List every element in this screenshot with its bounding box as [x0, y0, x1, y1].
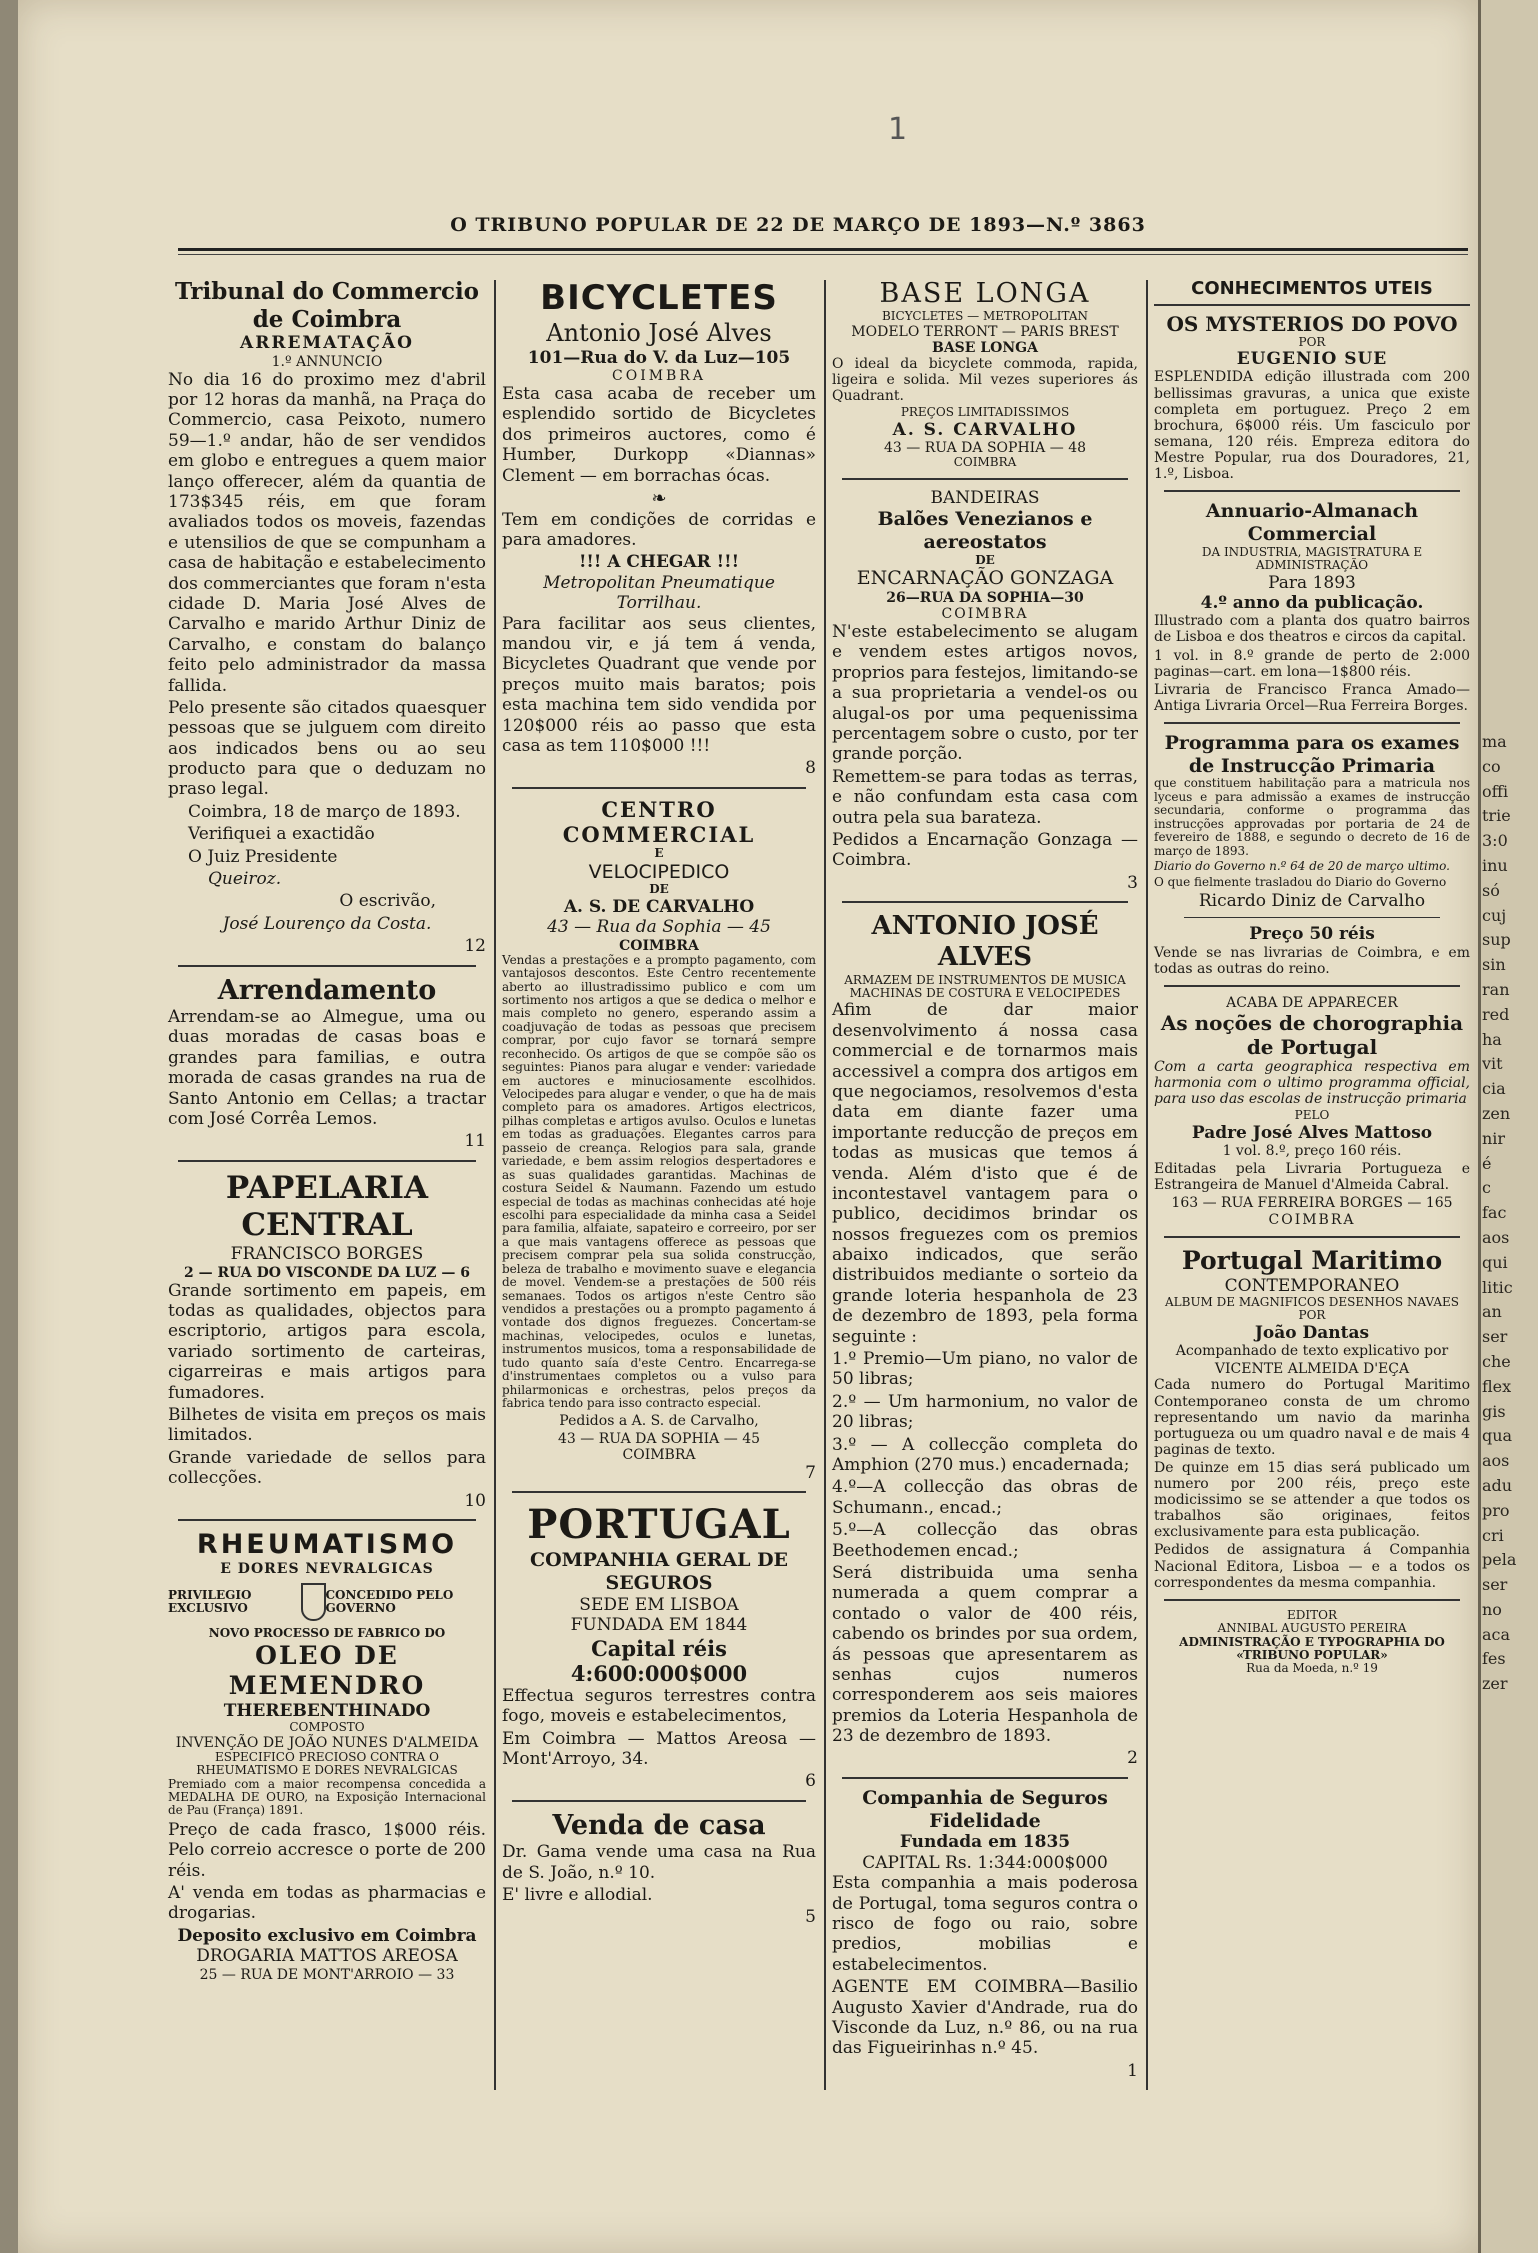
tribunal-judge: O Juiz Presidente [188, 846, 338, 867]
encarnacao-body-2: Remettem-se para todas as terras, e não confundam esta casa com outra pela sua barateza. [832, 766, 1138, 828]
next-page-fragment: cri [1482, 1525, 1504, 1545]
pencil-mark: 1 [888, 112, 908, 147]
aja-body: Afim de dar maior desenvolvimento á nossa casa commercial e de tornarmos mais accessivel a compra dos artigos em que negociamos, resolvemos d'esta data em diante fazer uma importante reducção de preços em todas as musicas que temos á venda. Além d'isto que é de incontestavel vantagem para o publico, decidimos brindar os nossos freguezes com os premios abaixo indicados, que serão distribuidos mediante o sorteio da grande loteria hespanhola de 23 de dezembro de 1893, pela forma seguinte : [832, 1000, 1138, 1347]
baloes-title: Balões Venezianos e aereostatos [877, 508, 1093, 553]
next-page-fragment: pro [1482, 1500, 1510, 1520]
centro-body: Vendas a prestações e a prompto pagamento, com vantajosos descontos. Este Centro recentemente aberto ao illustradissimo publico e com um sortimento nos artigos a que se dedica o melhor e mais completo no genero, esperando assim a coadjuvação de todas as pessoas que precisem comprar, por cujo favor se tornará sempre reconhecido. Os artigos de que se compõe são os seguintes: Pianos para alugar e vender: variedade em auctores e minuciosamente escolhidos. Velocipedes para alugar e vender, o que ha de mais completo para os amadores. Artigos electricos, pilhas completas e artigos avulso. Oculos e lunetas em todas as graduações. Elegantes carros para passeio de creança. Relogios para sala, grande variedade, e bem assim relogios despertadores e as suas qualidades garantidas. Machinas de costura Seidel & Naumann. Fazendo um estudo especial de todas as machinas conhecidas até hoje escolhi para especialidade da minha casa a Seidel para familia, alfaiate, sapateiro e correeiro, por ser a que mais vantagens offerece as pessoas que precisem comprar pela sua solida construcção, beleza de trabalho e movimento suave e elegancia de movel. Vendem-se a prestações de 500 réis semanaes. Todos os artigos n'este Centro são vendidos a prestações ou a prompto pagamento á vontade dos dignos freguezes. Concertam-se machinas, velocipedes, oculos e lunetas, instrumentos musicos, toma a responsabilidade de tudo quanto saía d'este Centro. Encarrega-se d'instrumentaes completos ou a vulso para philarmonicas e orchestras, pelos preços da fabrica tendo para isso contracto especial. [502, 952, 816, 1411]
annuario-body: Illustrado com a planta dos quatro bairros de Lisboa e dos theatros e circos da capital. [1154, 613, 1470, 646]
portugal-agent: Em Coimbra — Mattos Areosa — Mont'Arroyo, 34. [502, 1728, 816, 1770]
portugal-subtitle: COMPANHIA GERAL DE SEGUROS [529, 1549, 789, 1594]
pm-body-3: Pedidos de assignatura á Companhia Nacional Editora, Lisboa — e a todos os correspondentes da mesma companhia. [1154, 1542, 1470, 1591]
nocoes-address: 163 — RUA FERREIRA BORGES — 165 [1171, 1195, 1453, 1212]
aja-subtitle: ARMAZEM DE INSTRUMENTOS DE MUSICA MACHINAS DE COSTURA E VELOCIPEDES [844, 972, 1126, 1000]
centro-contact: Pedidos a A. S. de Carvalho, [559, 1412, 759, 1429]
tribunal-city: de Coimbra [252, 305, 402, 333]
next-page-fragment: ser [1482, 1575, 1508, 1595]
next-page-fragment: litic [1482, 1277, 1513, 1297]
next-page-fragment: zer [1482, 1674, 1508, 1694]
privilegio-left: PRIVILEGIO EXCLUSIVO [168, 1587, 252, 1616]
tribunal-verified: Verifiquei a exactidão [188, 824, 375, 845]
next-page-fragment: aos [1482, 1451, 1510, 1471]
centro-de: DE [649, 882, 669, 897]
next-page-fragment: pela [1482, 1550, 1517, 1570]
ad-number: 8 [805, 758, 816, 779]
bicycletes-owner: Antonio José Alves [546, 318, 772, 347]
nocoes-vol: 1 vol. 8.º, preço 160 réis. [1222, 1143, 1402, 1160]
tribunal-clerk-name: José Lourenço da Costa. [222, 913, 432, 934]
composto: COMPOSTO [289, 1720, 365, 1735]
sue-body: ESPLENDIDA edição illustrada com 200 bellissimas gravuras, a unica que existe completa em portuguez. Preço 2 em brochura, 6$000 réis. Um fasciculo por semana, 120 réis. Empreza editora do Mestre Popular, rua dos Douradores, 21, 1.º, Lisboa. [1154, 369, 1470, 482]
editor-label: EDITOR [1287, 1607, 1337, 1622]
bicycletes-title: BICYCLETES [540, 278, 778, 318]
tribunal-title: Tribunal do Commercio [174, 278, 480, 305]
tribunal-body: No dia 16 do proximo mez d'abril por 12 horas da manhã, na Praça do Commercio, casa Peixoto, numero 59—1.º andar, hão de ser vendidos em globo e entregues a quem maior lanço offerecer, além da quantia de 173$345 réis, em que foram avaliados todos os moveis, fazendas e utensilios de que se compunham a casa de habitação e estabelecimento dos commerciantes que foram n'esta cidade D. Maria José Alves de Carvalho e marido Arthur Diniz de Carvalho, e constam do balanço feito pelo administrador da massa fallida. [168, 369, 486, 696]
base-longa-body: O ideal da bicyclete commoda, rapida, ligeira e solida. Mil vezes superiores ás Quadrant. [832, 356, 1138, 405]
next-page-fragments [1482, 730, 1538, 1697]
pm-body: Cada numero do Portugal Maritimo Contemporaneo consta de um chromo representando um navio da marinha portugueza ou um quadro naval e de mais 4 paginas de texto. [1154, 1377, 1470, 1458]
portugal-fundada: FUNDADA EM 1844 [570, 1615, 748, 1636]
next-page-fragment: ran [1482, 979, 1510, 999]
ad-number: 1 [1127, 2060, 1138, 2081]
privilegio-row [168, 1583, 486, 1621]
ad-number: 3 [1127, 872, 1138, 893]
oleo-preco: Preço de cada frasco, 1$000 réis. Pelo correio accresce o porte de 200 réis. [168, 1819, 486, 1881]
next-page-fragment: ser [1482, 1327, 1508, 1347]
next-page-fragment: co [1482, 756, 1501, 776]
padre: Padre José Alves Mattoso [1191, 1122, 1433, 1143]
next-page-fragment: fac [1482, 1203, 1507, 1223]
tribunal-body-2: Pelo presente são citados quaesquer pessoas que se julguem com direito aos indicados bens ou ao seu producto para que o deduzam no praso legal. [168, 697, 486, 800]
venda-body: Dr. Gama vende uma casa na Rua de S. João, n.º 10. [502, 1842, 816, 1883]
fidelidade-body: Esta companhia a mais poderosa de Portugal, toma seguros contra o risco de fogo ou raio, sobre predios, mobilias e estabelecimentos. [832, 1873, 1138, 1975]
modelo: MODELO TERRONT — PARIS BREST [851, 323, 1119, 340]
aja-prize-1: 1.º Premio—Um piano, no valor de 50 libras; [832, 1349, 1138, 1390]
encarnacao-city: COIMBRA [941, 605, 1029, 622]
next-page-fragment: aos [1482, 1227, 1510, 1247]
arrendamento-body: Arrendam-se ao Almegue, uma ou duas moradas de casas boas e grandes para familias, e outra morada de casas grandes na rua de Santo Antonio em Cellas; a tractar com José Corrêa Lemos. [168, 1007, 486, 1129]
column-rule-2 [824, 280, 826, 2090]
base-longa-title: BASE LONGA [879, 278, 1091, 309]
tribunal-judge-name: Queiroz. [208, 869, 282, 890]
ad-number: 5 [805, 1907, 816, 1928]
next-page-fragment: red [1482, 1004, 1510, 1024]
premiado: Premiado com a maior recompensa concedida a MEDALHA DE OURO, na Exposição Internacional de Pau (França) 1891. [168, 1776, 486, 1818]
column-1 [168, 278, 486, 1983]
masthead-rule-thin [178, 254, 1468, 255]
fidelidade-fundada: Fundada em 1835 [899, 1832, 1071, 1853]
pm-title: Portugal Maritimo [1181, 1245, 1443, 1275]
portugal-title: PORTUGAL [527, 1501, 791, 1549]
aja-prize-3: 3.º — A collecção completa do Amphion (270 mus.) encadernada; [832, 1434, 1138, 1475]
oleo-title: OLEO DE MEMENDRO [228, 1640, 426, 1700]
acaba: ACABA DE APPARECER [1226, 994, 1398, 1011]
next-page-fragment: offi [1482, 781, 1509, 801]
bicycletes-address: 101—Rua do V. da Luz—105 [527, 347, 791, 368]
portugal-sede: SEDE EM LISBOA [579, 1594, 739, 1615]
programma-body-2: O que fielmente trasladou do Diario do Governo [1154, 874, 1447, 889]
ornament-icon: ❧ [651, 488, 667, 510]
masthead: O TRIBUNO POPULAR DE 22 DE MARÇO DE 1893—N.º 3863 [450, 214, 1146, 236]
aja-title: ANTONIO JOSÉ ALVES [871, 911, 1099, 973]
centro-address: 43 — Rua da Sophia — 45 [547, 917, 771, 938]
coimbra: COIMBRA [953, 455, 1017, 470]
column-4 [1154, 278, 1470, 1676]
ad-number: 11 [464, 1131, 486, 1152]
carvalho: A. S. CARVALHO [892, 419, 1078, 440]
next-page-fragment: qui [1482, 1252, 1508, 1272]
therebenthinado: THEREBENTHINADO [223, 1700, 431, 1721]
baloes-de: DE [975, 552, 995, 567]
next-page-fragment: ha [1482, 1029, 1502, 1049]
next-page-fragment: no [1482, 1599, 1502, 1619]
next-page-fragment: fes [1482, 1649, 1506, 1669]
next-page-fragment: adu [1482, 1475, 1513, 1495]
drogaria-address: 25 — RUA DE MONT'ARROIO — 33 [199, 1966, 455, 1983]
programma-body: que constituem habilitação para a matricula nos lyceus e para admissão a exames de instrucção secundaria, conforme o programma das instrucções approvadas por portaria de 24 de fevereiro de 1888, e segundo o decreto de 16 de março de 1893. [1154, 776, 1470, 858]
programma-title: Programma para os exames de Instrucção Primaria [1164, 731, 1460, 777]
centro-e: E [654, 846, 664, 861]
privilegio-right: CONCEDIDO PELO GOVERNO [325, 1587, 454, 1616]
aja-prize-2: 2.º — Um harmonium, no valor de 20 libras; [832, 1391, 1138, 1433]
deposito: Deposito exclusivo em Coimbra [177, 1925, 477, 1946]
bicycletes-body: Esta casa acaba de receber um esplendido sortido de Bicycletes dos primeiros auctores, como é Humber, Durkopp «Diannas» Clement — em borrachas ócas. [502, 384, 816, 486]
tribunal-date: Coimbra, 18 de março de 1893. [188, 801, 461, 822]
royal-arms-icon [301, 1583, 326, 1621]
next-page-fragment: inu [1482, 855, 1508, 875]
column-2 [502, 278, 816, 1930]
aja-prize-5: 5.º—A collecção das obras Beethodemen encad.; [832, 1520, 1138, 1561]
papelaria-body: Grande sortimento em papeis, em todas as qualidades, objectos para escriptorio, artigos para escola, variado sortimento de carteiras, cigarreiras e mais artigos para fumadores. [168, 1280, 486, 1403]
centro-title: CENTRO COMMERCIAL [562, 796, 756, 847]
nocoes-pelo: PELO [1294, 1108, 1330, 1123]
bicycletes-body-3: Para facilitar aos seus clientes, mandou vir, e já tem á venda, Bicycletes Quadrant que vende por preços muito mais baratos; pois esta machina tem sido vendida por 120$000 réis ao passo que esta casa as tem 110$000 !!! [502, 613, 816, 756]
bandeiras: BANDEIRAS [930, 487, 1040, 508]
next-page-fragment: flex [1482, 1376, 1512, 1396]
centro-city-2: COIMBRA [622, 1446, 696, 1463]
next-page-fragment: c [1482, 1178, 1491, 1198]
next-page-fragment: 3:0 [1482, 831, 1508, 851]
ad-number: 2 [1127, 1748, 1138, 1769]
portugal-capital: Capital réis 4:600:000$000 [570, 1635, 748, 1686]
next-page-fragment: sin [1482, 955, 1506, 975]
admin: ADMINISTRAÇÃO E TYPOGRAPHIA DO «TRIBUNO POPULAR» [1179, 1634, 1445, 1662]
especifico: ESPECIFICO PRECIOSO CONTRA O RHEUMATISMO E DORES NEVRALGICAS [196, 1749, 458, 1778]
bicy-metropolitan: BICYCLETES — METROPOLITAN [881, 309, 1089, 324]
nocoes-city: COIMBRA [1268, 1211, 1356, 1228]
next-page-fragment: vit [1482, 1054, 1503, 1074]
column-rule-3 [1146, 280, 1148, 2090]
drogaria: DROGARIA MATTOS AREOSA [196, 1946, 458, 1967]
rheumatismo-subtitle: E DORES NEVRALGICAS [220, 1561, 434, 1578]
chegar: !!! A CHEGAR !!! [578, 552, 740, 573]
papelaria-body-3: Grande variedade de sellos para collecções. [168, 1447, 486, 1489]
encarnacao-body: N'este estabelecimento se alugam e vendem estes artigos novos, proprios para festejos, limitando-se a sua proprietaria a vendel-os ou alugal-os por uma pequenissima percentagem sobre o custo, por ter grande porção. [832, 622, 1138, 765]
annuario-industria: DA INDUSTRIA, MAGISTRATURA E ADMINISTRAÇÃO [1201, 544, 1423, 573]
fidelidade-agent: AGENTE EM COIMBRA—Basilio Augusto Xavier d'Andrade, rua do Visconde da Luz, n.º 86, ou na rua das Figueirinhas n.º 45. [832, 1977, 1138, 2059]
nocoes-title: As noções de chorographia de Portugal [1160, 1011, 1464, 1060]
annuario-anno: 4.º anno da publicação. [1200, 592, 1424, 613]
column-3 [832, 278, 1138, 2083]
venda-body-2: E' livre e allodial. [502, 1885, 653, 1906]
encarnacao-name: ENCARNAÇÃO GONZAGA [856, 567, 1114, 590]
ricardo: Ricardo Diniz de Carvalho [1198, 890, 1426, 911]
next-page-fragment: ma [1482, 732, 1507, 751]
conhecimentos-title: CONHECIMENTOS UTEIS [1154, 278, 1470, 306]
next-page-fragment: qua [1482, 1426, 1513, 1446]
aja-prize-4: 4.º—A collecção das obras de Schumann., encad.; [832, 1477, 1138, 1518]
ad-number: 6 [805, 1771, 816, 1792]
arrendamento-title: Arrendamento [217, 974, 437, 1006]
aja-body-2: Será distribuida uma senha numerada a quem comprar a contado o valor de 400 réis, cabendo os brindes por sua ordem, ás pessoas que apresentarem as senhas cujos numeros corresponderem aos seis maiores premios da Loteria Hespanhola de 23 de dezembro de 1893. [832, 1562, 1138, 1747]
next-page-fragment: cuj [1482, 905, 1507, 925]
vicente: VICENTE ALMEIDA D'EÇA [1214, 1361, 1410, 1378]
portugal-body: Effectua seguros terrestres contra fogo, moveis e estabelecimentos, [502, 1685, 816, 1727]
newspaper-page [18, 0, 1478, 2253]
next-page-fragment: zen [1482, 1103, 1511, 1123]
encarnacao-address: 26—RUA DA SOPHIA—30 [886, 589, 1084, 606]
pm-acomp: Acompanhado de texto explicativo por [1175, 1343, 1449, 1360]
invencao: INVENÇÃO DE JOÃO NUNES D'ALMEIDA [175, 1734, 479, 1751]
mysterios-por: POR [1298, 334, 1326, 349]
papelaria-address: 2 — RUA DO VISCONDE DA LUZ — 6 [183, 1264, 471, 1281]
ad-number: 10 [464, 1490, 486, 1511]
editadas: Editadas pela Livraria Portugueza e Estrangeira de Manuel d'Almeida Cabral. [1154, 1161, 1470, 1194]
programma-diario: Diario do Governo n.º 64 de 20 de março ultimo. [1154, 859, 1450, 874]
annuncio-label: 1.º ANNUNCIO [271, 353, 383, 370]
dantas: João Dantas [1254, 1322, 1370, 1343]
bicycletes-city: COIMBRA [612, 367, 706, 384]
next-page-fragment: an [1482, 1302, 1502, 1322]
novo-processo: NOVO PROCESSO DE FABRICO DO [208, 1626, 446, 1641]
editor-name: ANNIBAL AUGUSTO PEREIRA [1217, 1621, 1407, 1636]
programma-preco-body: Vende se nas livrarias de Coimbra, e em todas as outras do reino. [1154, 944, 1470, 977]
annuario-body-2: 1 vol. in 8.º grande de perto de 2:000 paginas—cart. em lona—1$800 réis. [1154, 647, 1470, 680]
fidelidade-title: Companhia de Seguros Fidelidade [862, 1786, 1108, 1832]
next-page-fragment: aca [1482, 1624, 1511, 1644]
encarnacao-body-3: Pedidos a Encarnação Gonzaga — Coimbra. [832, 829, 1138, 871]
masthead-rule [178, 248, 1468, 251]
pm-body-2: De quinze em 15 dias será publicado um numero por 200 réis, preço este modicissimo se se attender a que todos os trabalhos são originaes, feitos exclusivamente para esta publicação. [1154, 1459, 1470, 1541]
next-page-fragment: é [1482, 1153, 1492, 1173]
fidelidade-capital: CAPITAL Rs. 1:344:000$000 [862, 1852, 1108, 1873]
papelaria-owner: FRANCISCO BORGES [230, 1244, 424, 1265]
programma-preco: Preço 50 réis [1249, 924, 1375, 945]
bicycletes-body-2: Tem em condições de corridas e para amadores. [502, 509, 816, 551]
column-rule-1 [494, 280, 496, 2090]
annuario-body-3: Livraria de Francisco Franca Amado—Antiga Livraria Orcel—Rua Ferreira Borges. [1154, 681, 1470, 714]
precos: PREÇOS LIMITADISSIMOS [900, 405, 1070, 420]
next-page-fragment: che [1482, 1351, 1511, 1371]
moeda: Rua da Moeda, n.º 19 [1246, 1661, 1378, 1676]
next-page-fragment: sup [1482, 930, 1511, 950]
pm-subtitle: CONTEMPORANEO [1224, 1275, 1400, 1296]
next-page-fragment: cia [1482, 1079, 1506, 1099]
annuario-para: Para 1893 [1268, 572, 1356, 593]
venda-title: Venda de casa [552, 1809, 766, 1841]
ad-number: 7 [805, 1462, 816, 1483]
next-page-fragment: gis [1482, 1401, 1506, 1421]
next-page-fragment: só [1482, 880, 1500, 900]
next-page-fragment: trie [1482, 806, 1511, 826]
metropolitan: Metropolitan Pneumatique Torrilhau. [543, 572, 775, 614]
base-longa-2: BASE LONGA [931, 339, 1038, 356]
papelaria-title: PAPELARIA CENTRAL [225, 1169, 429, 1243]
papelaria-body-2: Bilhetes de visita em preços os mais limitados. [168, 1404, 486, 1446]
next-page-fragment: nir [1482, 1128, 1506, 1148]
sophia-address: 43 — RUA DA SOPHIA — 48 [883, 440, 1087, 457]
centro-owner: A. S. DE CARVALHO [563, 896, 755, 917]
rheumatismo-title: RHEUMATISMO [196, 1528, 458, 1560]
ad-number: 12 [464, 936, 486, 957]
centro-address-2: 43 — RUA DA SOPHIA — 45 [557, 1430, 761, 1447]
oleo-venda: A' venda em todas as pharmacias e drogarias. [168, 1883, 486, 1924]
centro-city: COIMBRA [619, 937, 699, 954]
nocoes-body: Com a carta geographica respectiva em harmonia com o ultimo programma official, para uso das escolas de instrucção primaria [1154, 1059, 1470, 1108]
mysterios-title: OS MYSTERIOS DO POVO [1166, 311, 1458, 336]
sue: EUGENIO SUE [1236, 349, 1388, 370]
pm-album: ALBUM DE MAGNIFICOS DESENHOS NAVAES [1164, 1295, 1460, 1310]
tribunal-clerk: O escrivão, [339, 891, 436, 912]
centro-velocipedico: VELOCIPEDICO [588, 860, 730, 883]
annuario-title: Annuario-Almanach Commercial [1205, 500, 1419, 545]
pm-por: POR [1298, 1308, 1326, 1323]
arrematacao-heading: ARREMATAÇÃO [240, 333, 414, 354]
